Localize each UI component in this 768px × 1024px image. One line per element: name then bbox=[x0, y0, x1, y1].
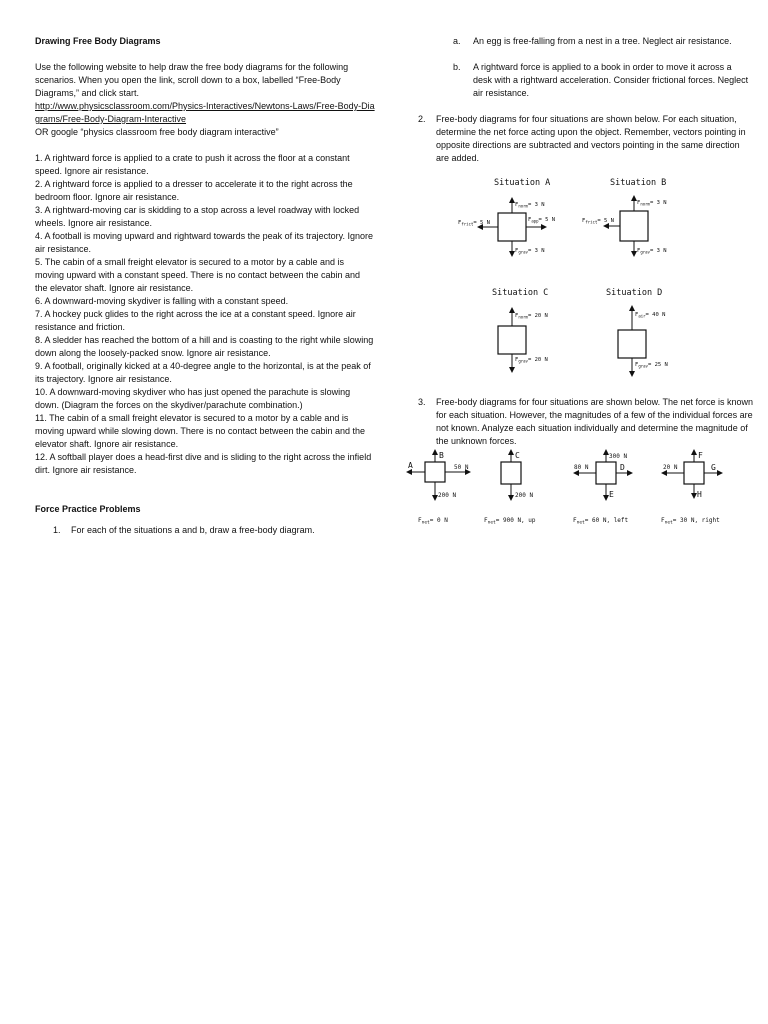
net-force-label: $F_{net}= 60$ N, left bbox=[573, 517, 629, 526]
normal-force-label: $F_{norm}= 3$ N bbox=[515, 202, 545, 209]
situation-d-title: Situation D bbox=[606, 288, 663, 298]
force-value-top: 300 N bbox=[609, 453, 628, 460]
list-item: 1. A rightward force is applied to a crate to push it across the floor at a constant speed. Ignore air resistance. bbox=[35, 153, 350, 176]
force-value-bottom: 200 N bbox=[438, 492, 457, 499]
list-item: 5. The cabin of a small freight elevator is secured to a motor by a cable and is moving upward with a constant speed. There is no contact between the cabin and the elevator shaft. Ignore air resistance. bbox=[35, 257, 361, 293]
sub-label: b. bbox=[453, 62, 461, 72]
situation-a-title: Situation A bbox=[494, 178, 551, 188]
question-number: 3. bbox=[418, 397, 426, 407]
gravity-force-label: $F_{grav}= 3$ N bbox=[515, 248, 545, 255]
list-item: 9. A football, originally kicked at a 40-degree angle to the horizontal, is at the peak of its trajectory. Ignore air resistance. bbox=[35, 361, 371, 384]
normal-force-label: $F_{norm}= 3$ N bbox=[637, 200, 667, 207]
net-force-label: $F_{net}= 0$ N bbox=[418, 517, 448, 526]
sub-question-a bbox=[418, 35, 753, 48]
question-3 bbox=[418, 396, 753, 448]
situation-d-diagram bbox=[618, 306, 668, 376]
force-value-left: 80 N bbox=[574, 464, 589, 471]
force-label-e: E bbox=[609, 490, 614, 499]
object-box bbox=[498, 213, 526, 241]
gravity-force-label: $F_{grav}= 3$ N bbox=[637, 248, 667, 255]
unknown-diagram-1 bbox=[407, 450, 470, 526]
force-practice-title: Force Practice Problems bbox=[35, 504, 141, 514]
sub-question-b bbox=[418, 61, 753, 100]
situation-c-title: Situation C bbox=[492, 288, 549, 298]
object-box bbox=[501, 462, 521, 484]
unknown-diagram-3 bbox=[573, 450, 632, 526]
list-item: 6. A downward-moving skydiver is falling with a constant speed. bbox=[35, 296, 289, 306]
force-label-h: H bbox=[697, 490, 702, 499]
sub-text: A rightward force is applied to a book in order to move it across a desk with a rightward acceleration. Consider frictional forces. Neglect air resistance. bbox=[473, 62, 749, 98]
net-force-label: $F_{net}= 900$ N, up bbox=[484, 517, 536, 526]
normal-force-label: $F_{norm}= 20$ N bbox=[515, 313, 548, 320]
list-item: 2. A rightward force is applied to a dresser to accelerate it to the right across the bedroom floor. Ignore air resistance. bbox=[35, 179, 353, 202]
question-text: Free-body diagrams for four situations are shown below. The net force is known for each situation. However, the magnitudes of a few of the individual forces are not known. Analyze each situation individually and determine the magnitude of the unknown forces. bbox=[436, 397, 753, 446]
force-label-a: A bbox=[408, 461, 413, 470]
situation-b-title: Situation B bbox=[610, 178, 667, 188]
question-2 bbox=[418, 113, 753, 165]
unknown-diagram-4 bbox=[661, 450, 722, 526]
question-text: For each of the situations a and b, draw a free-body diagram. bbox=[71, 525, 315, 535]
force-label-f: F bbox=[698, 451, 703, 460]
list-item: 7. A hockey puck glides to the right across the ice at a constant speed. Ignore air resistance and friction. bbox=[35, 309, 356, 332]
friction-force-label: $F_{frict}= 5$ N bbox=[582, 218, 614, 225]
air-resistance-label: $F_{air}= 40$ N bbox=[635, 312, 666, 319]
applied-force-label: $F_{app}= 5$ N bbox=[528, 217, 556, 224]
object-box bbox=[684, 462, 704, 484]
unknown-diagram-2 bbox=[484, 450, 536, 526]
google-hint: OR google “physics classroom free body diagram interactive” bbox=[35, 127, 279, 137]
object-box bbox=[620, 211, 648, 241]
net-force-label: $F_{net}= 30$ N, right bbox=[661, 517, 720, 526]
force-value-right: 50 N bbox=[454, 464, 469, 471]
right-column bbox=[418, 35, 753, 165]
force-value-bottom: 200 N bbox=[515, 492, 534, 499]
object-box bbox=[618, 330, 646, 358]
sub-text: An egg is free-falling from a nest in a tree. Neglect air resistance. bbox=[473, 36, 732, 46]
document-title: Drawing Free Body Diagrams bbox=[35, 36, 161, 46]
question-text: Free-body diagrams for four situations are shown below. For each situation, determine the net force acting upon the object. Remember, vectors pointing in opposite directions are subtracted and vectors pointing in the same direction are added. bbox=[436, 114, 746, 163]
list-item: 3. A rightward-moving car is skidding to a stop across a level roadway with locked wheels. Ignore air resistance. bbox=[35, 205, 360, 228]
physics-classroom-link[interactable]: http://www.physicsclassroom.com/Physics-Interactives/Newtons-Laws/Free-Body-Diagrams/Free-Body-Diagram-Interactive bbox=[35, 101, 375, 124]
sub-label: a. bbox=[453, 36, 461, 46]
list-item: 12. A softball player does a head-first dive and is sliding to the right across the infield dirt. Ignore air resistance. bbox=[35, 452, 372, 475]
list-item: 11. The cabin of a small freight elevator is secured to a motor by a cable and is moving upward while slowing down. There is no contact between the cabin and the elevator shaft. Ignore air resistance. bbox=[35, 413, 366, 449]
question-number: 1. bbox=[53, 525, 61, 535]
situation-a-diagram bbox=[458, 198, 555, 256]
force-label-d: D bbox=[620, 463, 625, 472]
intro-paragraph: Use the following website to help draw the free body diagrams for the following scenarios. When you open the link, scroll down to a box, labelled “Free-Body Diagrams,” and click start. bbox=[35, 62, 349, 98]
situation-b-diagram bbox=[582, 196, 667, 256]
list-item: 8. A sledder has reached the bottom of a hill and is coasting to the right while slowing down along the loosely-packed snow. Ignore air resistance. bbox=[35, 335, 374, 358]
friction-force-label: $F_{frict}= 5$ N bbox=[458, 220, 490, 227]
situation-c-diagram bbox=[498, 308, 548, 372]
object-box bbox=[425, 462, 445, 482]
gravity-force-label: $F_{grav}= 25$ N bbox=[635, 362, 668, 369]
question-number: 2. bbox=[418, 114, 426, 124]
scenario-list bbox=[35, 152, 375, 477]
object-box bbox=[596, 462, 616, 484]
force-label-c: C bbox=[515, 451, 520, 460]
list-item: 4. A football is moving upward and rightward towards the peak of its trajectory. Ignore air resistance. bbox=[35, 231, 374, 254]
force-label-b: B bbox=[439, 451, 444, 460]
force-question-1 bbox=[35, 524, 375, 537]
force-value-left: 20 N bbox=[663, 464, 678, 471]
list-item: 10. A downward-moving skydiver who has just opened the parachute is slowing down. (Diagram the forces on the skydiver/parachute combination.) bbox=[35, 387, 351, 410]
object-box bbox=[498, 326, 526, 354]
gravity-force-label: $F_{grav}= 20$ N bbox=[515, 357, 548, 364]
force-label-g: G bbox=[711, 463, 716, 472]
left-column bbox=[35, 35, 375, 537]
